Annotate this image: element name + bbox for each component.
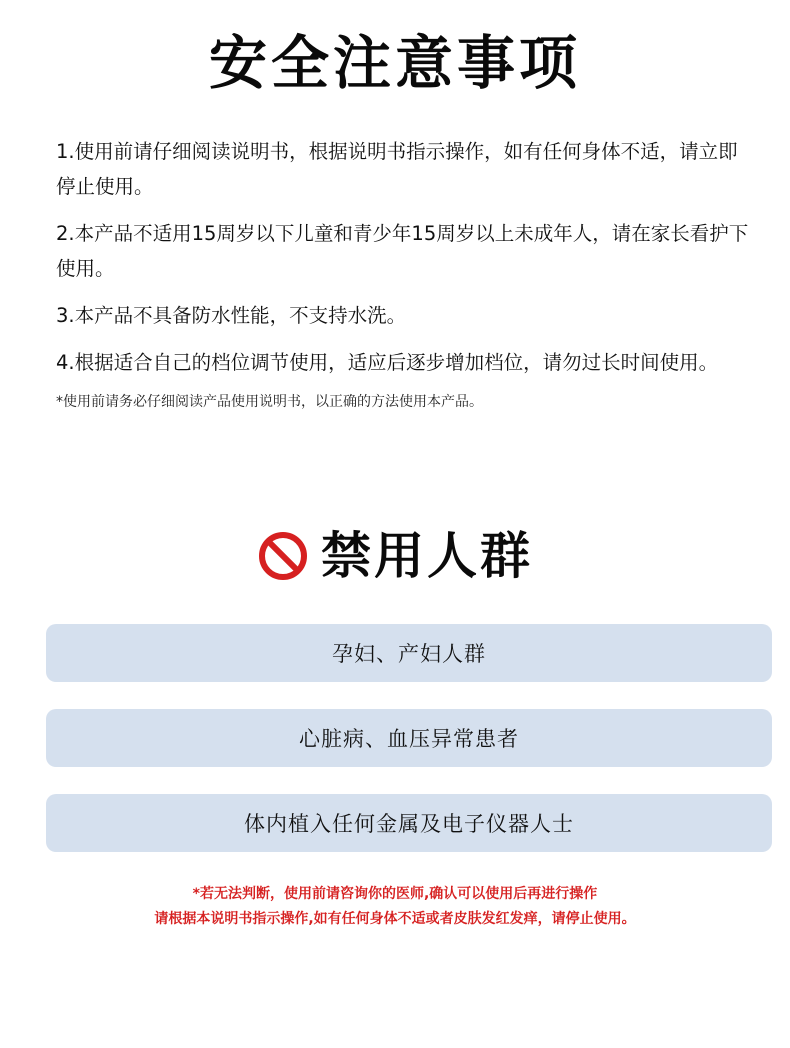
warning-line-1: *若无法判断，使用前请咨询你的医师,确认可以使用后再进行操作 [192,886,598,902]
read-manual-note: *使用前请务必仔细阅读产品使用说明书，以正确的方法使用本产品。 [56,394,483,410]
group-card-pregnant: 孕妇、产妇人群 [46,624,772,682]
group-card-implants: 体内植入任何金属及电子仪器人士 [46,794,772,852]
safety-note-1: 1.使用前请仔细阅读说明书，根据说明书指示操作，如有任何身体不适，请立即停止使用。 [56,140,738,198]
group-card-heart-disease: 心脏病、血压异常患者 [46,709,772,767]
prohibited-icon [257,530,309,582]
safety-notes [56,134,756,412]
safety-note-2: 2.本产品不适用15周岁以下儿童和青少年15周岁以上未成年人，请在家长看护下使用。 [56,222,749,280]
safety-note-4: 4.根据适合自己的档位调节使用，适应后逐步增加档位，请勿过长时间使用。 [56,351,719,374]
prohibited-groups-heading [0,526,790,586]
warning-line-2: 请根据本说明书指示操作,如有任何身体不适或者皮肤发红发痒，请停止使用。 [154,911,636,927]
prohibited-groups-title: 禁用人群 [321,527,533,585]
page-title: 安全注意事项 [208,29,581,97]
warning-text [0,882,790,932]
prohibited-groups-list [46,624,772,879]
safety-note-3: 3.本产品不具备防水性能，不支持水洗。 [56,304,407,327]
